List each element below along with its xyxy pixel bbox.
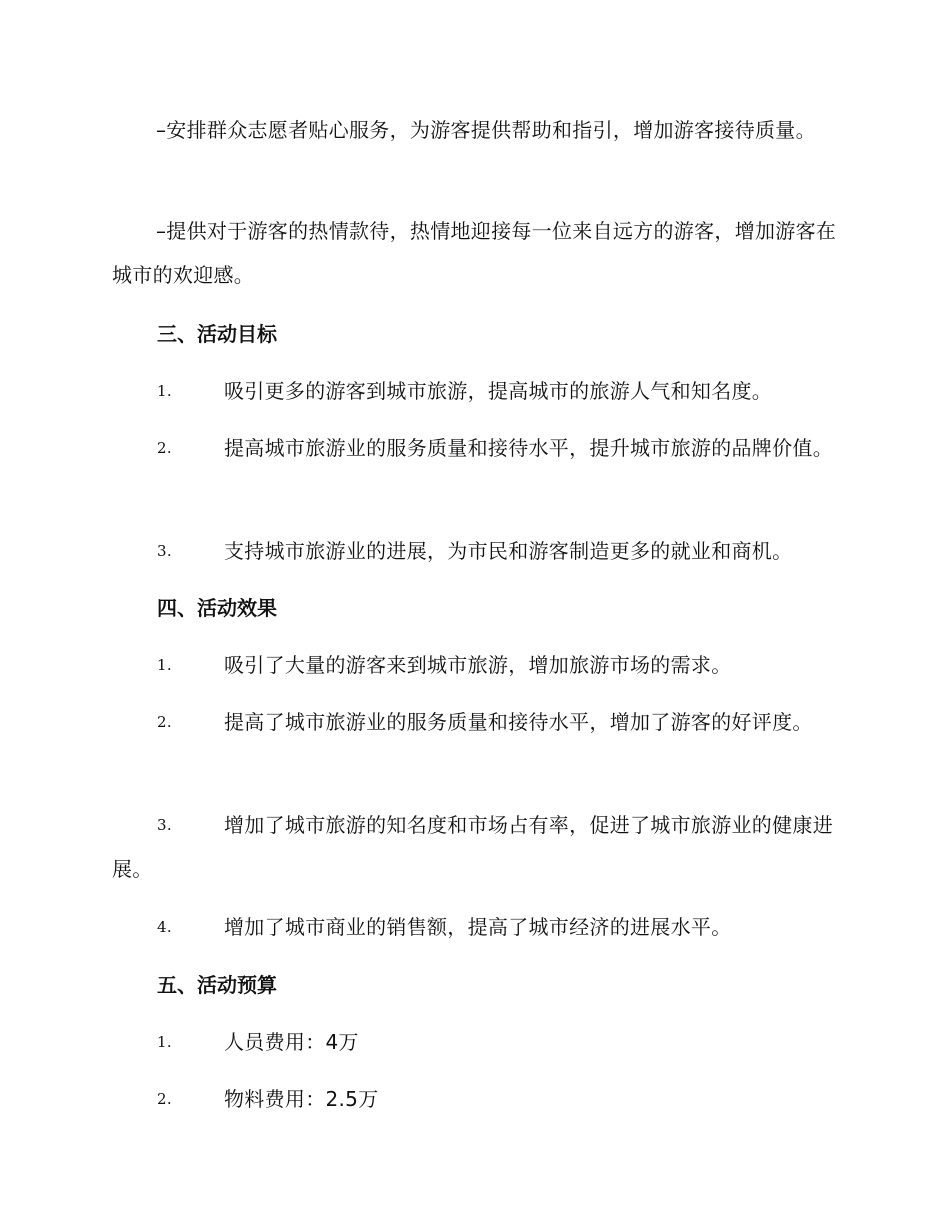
list-number: 1.	[157, 1033, 172, 1051]
list-number: 4.	[157, 918, 172, 936]
list-number: 2.	[157, 439, 172, 457]
list-item-text: 增加了城市商业的销售额，提高了城市经济的进展水平。	[224, 915, 732, 939]
list-item-text: 增加了城市旅游的知名度和市场占有率，促进了城市旅游业的健康进展。	[112, 813, 833, 881]
list-number: 1.	[157, 382, 172, 400]
list-item-text: 人员费用：4万	[224, 1030, 359, 1054]
list-item-text: 支持城市旅游业的进展，为市民和游客制造更多的就业和商机。	[224, 539, 793, 563]
list-item	[112, 803, 837, 891]
list-item	[112, 643, 837, 687]
section-heading-effects: 四、活动效果	[157, 596, 277, 620]
list-item	[112, 700, 837, 744]
list-item-text: 吸引了大量的游客来到城市旅游，增加旅游市场的需求。	[224, 653, 732, 677]
list-number: 3.	[157, 542, 172, 560]
section-heading-budget: 五、活动预算	[157, 973, 277, 997]
list-item	[112, 1077, 837, 1121]
paragraph-volunteer-service: –安排群众志愿者贴心服务，为游客提供帮助和指引，增加游客接待质量。	[156, 118, 816, 142]
list-item	[112, 1020, 837, 1064]
list-item-text: 物料费用：2.5万	[224, 1087, 379, 1111]
list-item-text: 吸引更多的游客到城市旅游，提高城市的旅游人气和知名度。	[224, 379, 773, 403]
section-heading-goals: 三、活动目标	[157, 322, 277, 346]
list-item-text: 提高城市旅游业的服务质量和接待水平，提升城市旅游的品牌价值。	[224, 436, 833, 460]
list-item	[112, 426, 837, 470]
list-item	[112, 369, 837, 413]
list-item	[112, 529, 837, 573]
list-number: 2.	[157, 1090, 172, 1108]
list-item-text: 提高了城市旅游业的服务质量和接待水平，增加了游客的好评度。	[224, 710, 813, 734]
list-number: 3.	[157, 816, 172, 834]
list-number: 2.	[157, 713, 172, 731]
list-number: 1.	[157, 656, 172, 674]
paragraph-hospitality: –提供对于游客的热情款待，热情地迎接每一位来自远方的游客，增加游客在城市的欢迎感。	[112, 219, 837, 287]
list-item	[112, 905, 837, 949]
